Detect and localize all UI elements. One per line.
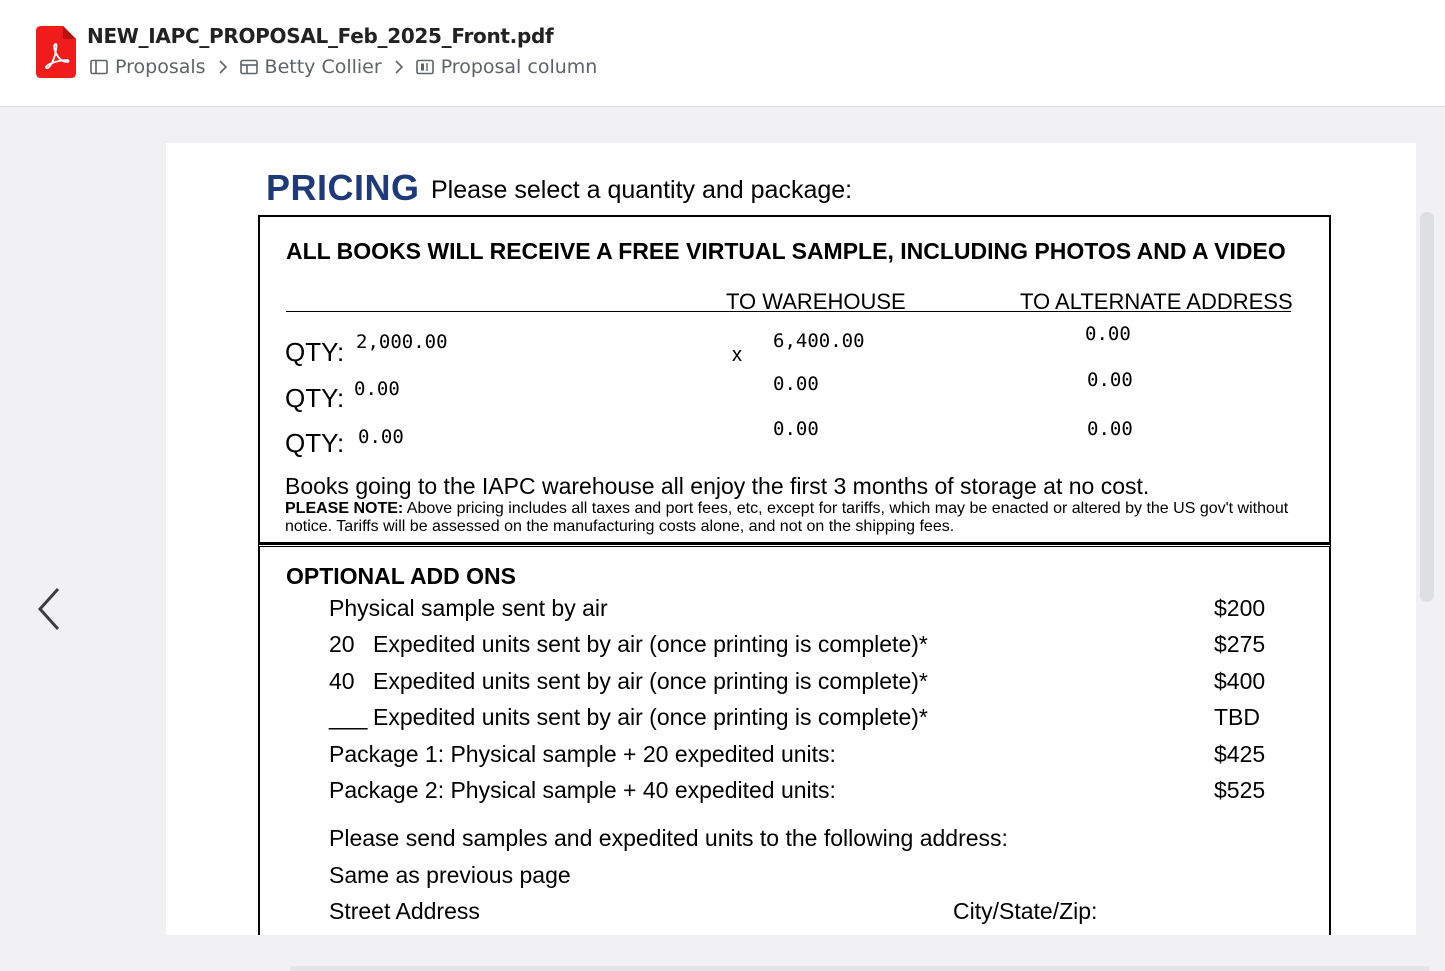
qty-label: QTY: — [285, 428, 345, 458]
addon-price: $400 — [1214, 668, 1266, 694]
alternate-input-1[interactable]: 0.00 — [1085, 323, 1131, 345]
pricing-heading: PRICING — [266, 167, 420, 208]
addon-price: TBD — [1214, 704, 1260, 730]
addon-label: Package 1: Physical sample + 20 expedited units: — [329, 741, 836, 767]
multiply-sign: x — [732, 344, 742, 366]
breadcrumb-label: Betty Collier — [264, 56, 382, 78]
pdf-page — [166, 143, 1416, 935]
breadcrumb-label: Proposals — [115, 56, 206, 78]
addon-qty-blank[interactable]: ___ — [329, 704, 368, 730]
qty-input-1[interactable]: 2,000.00 — [356, 331, 448, 353]
city-state-zip-label: City/State/Zip: — [953, 898, 1098, 924]
addons-box — [258, 544, 1331, 935]
qty-label: QTY: — [285, 383, 345, 413]
qty-input-2[interactable]: 0.00 — [354, 378, 400, 400]
alternate-input-3[interactable]: 0.00 — [1087, 418, 1133, 440]
breadcrumb — [90, 56, 597, 78]
col-header-alternate: TO ALTERNATE ADDRESS — [1020, 289, 1293, 314]
addon-qty[interactable]: 40 — [329, 668, 355, 694]
addon-price: $200 — [1214, 595, 1266, 621]
addon-label: Expedited units sent by air (once printing is complete)* — [373, 631, 928, 657]
addon-label: Package 2: Physical sample + 40 expedited units: — [329, 777, 836, 803]
storage-note: Books going to the IAPC warehouse all enjoy the first 3 months of storage at no cost. — [285, 473, 1150, 499]
col-header-warehouse: TO WAREHOUSE — [726, 289, 906, 314]
breadcrumb-item-proposal-column[interactable] — [416, 56, 598, 78]
addon-price: $275 — [1214, 631, 1266, 657]
addons-heading: OPTIONAL ADD ONS — [286, 563, 517, 589]
street-address-label: Street Address — [329, 898, 480, 924]
addon-label: Physical sample sent by air — [329, 595, 608, 621]
pricing-subheading: Please select a quantity and package: — [431, 176, 853, 204]
warehouse-input-1[interactable]: 6,400.00 — [773, 330, 865, 352]
send-address-prompt: Please send samples and expedited units to the following address: — [329, 825, 1008, 851]
qty-input-3[interactable]: 0.00 — [358, 426, 404, 448]
file-name-title: NEW_IAPC_PROPOSAL_Feb_2025_Front.pdf — [87, 24, 554, 48]
please-note-text: Above pricing includes all taxes and port fees, etc, except for tariffs, which may be enacted or altered by the US gov't without notice. Tariffs will be assessed on the manufacturing costs alone, and not on the shipping fees. — [285, 500, 1289, 535]
alternate-input-2[interactable]: 0.00 — [1087, 369, 1133, 391]
warehouse-input-3[interactable]: 0.00 — [773, 418, 819, 440]
chevron-right-icon — [218, 59, 228, 75]
qty-label: QTY: — [285, 337, 345, 367]
previous-page-chevron-left-icon[interactable] — [30, 584, 70, 634]
pdf-file-icon — [36, 26, 76, 78]
column-icon — [416, 59, 434, 75]
please-note-label: PLEASE NOTE: — [285, 500, 404, 517]
panel-icon — [90, 59, 108, 75]
breadcrumb-item-betty-collier[interactable] — [240, 56, 382, 78]
vertical-scrollbar-thumb[interactable] — [1420, 212, 1434, 602]
file-header — [0, 0, 1445, 107]
breadcrumb-label: Proposal column — [440, 56, 598, 78]
please-note — [285, 500, 1295, 536]
addon-price: $525 — [1214, 777, 1266, 803]
same-as-previous[interactable]: Same as previous page — [329, 862, 571, 888]
addon-label: Expedited units sent by air (once printing is complete)* — [373, 704, 928, 730]
table-icon — [240, 59, 258, 75]
bottom-edge-shadow — [290, 966, 1430, 971]
addon-label: Expedited units sent by air (once printing is complete)* — [373, 668, 928, 694]
addon-qty[interactable]: 20 — [329, 631, 355, 657]
addon-price: $425 — [1214, 741, 1266, 767]
breadcrumb-item-proposals[interactable] — [90, 56, 206, 78]
quantity-box — [258, 215, 1331, 544]
free-sample-banner: ALL BOOKS WILL RECEIVE A FREE VIRTUAL SAMPLE, INCLUDING PHOTOS AND A VIDEO — [286, 238, 1286, 264]
warehouse-input-2[interactable]: 0.00 — [773, 373, 819, 395]
chevron-right-icon — [394, 59, 404, 75]
